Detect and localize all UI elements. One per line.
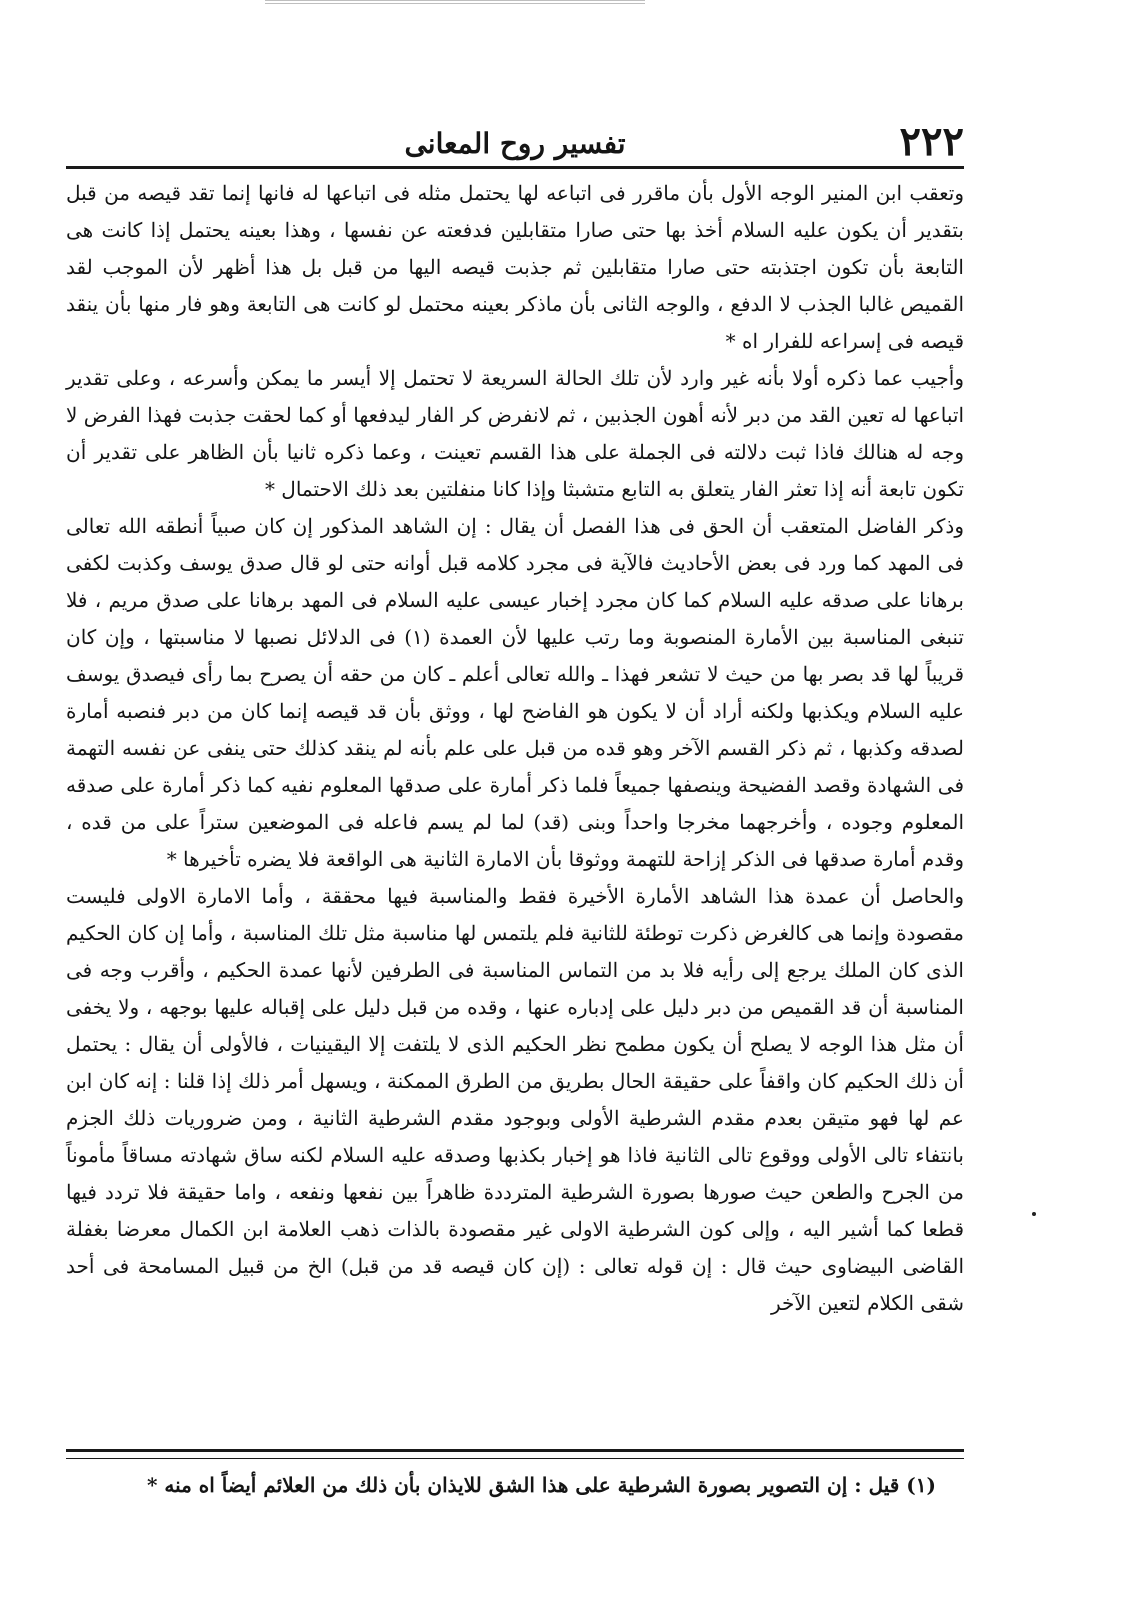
page-header bbox=[66, 120, 964, 169]
main-text bbox=[66, 175, 964, 1322]
page-number: ٢٢٢ bbox=[899, 118, 964, 165]
footnote: (١) قيل : إن التصوير بصورة الشرطية على هذا الشق للايذان بأن ذلك من العلائم أيضاً اه منه * bbox=[146, 1473, 936, 1497]
paragraph: والحاصل أن عمدة هذا الشاهد الأمارة الأخيرة فقط والمناسبة فيها محققة ، وأما الامارة الاولى فليست مقصودة وإنما هى كالغرض ذكرت توطئة للثانية فلم يلتمس لها مناسبة مثل تلك المناسبة ، وأما إن كان الحكيم الذى كان الملك يرجع إلى رأيه فلا بد من التماس المناسبة فى الطرفين لأنها عمدة الحكيم ، وأقرب وجه فى المناسبة أن قد القميص من دبر دليل على إدباره عنها ، وقده من قبل دليل على إقباله عليها بوجهه ، ولا يخفى أن مثل هذا الوجه لا يصلح أن يكون مطمح نظر الحكيم الذى لا يلتفت إلا اليقينيات ، فالأولى أن يقال : يحتمل أن ذلك الحكيم كان واقفاً على حقيقة الحال بطريق من الطرق الممكنة ، ويسهل أمر ذلك إذا قلنا : إنه كان ابن عم لها فهو متيقن بعدم مقدم الشرطية الأولى وبوجود مقدم الشرطية الثانية ، ومن ضروريات ذلك الجزم بانتفاء تالى الأولى ووقوع تالى الثانية فاذا هو إخبار بكذبها وصدقه عليه السلام لكنه ساق شهادته مساقاً مأموناً من الجرح والطعن حيث صورها بصورة الشرطية المترددة ظاهراً بين نفعها ونفعه ، واما حقيقة فلا تردد فيها قطعا كما أشير اليه ، وإلى كون الشرطية الاولى غير مقصودة بالذات ذهب العلامة ابن الكمال معرضا بغفلة القاضى البيضاوى حيث قال : إن قوله تعالى : (إن كان قيصه قد من قبل) الخ من قبيل المسامحة فى أحد شقى الكلام لتعين الآخر bbox=[66, 884, 965, 1315]
paragraph: وأجيب عما ذكره أولا بأنه غير وارد لأن تلك الحالة السريعة لا تحتمل إلا أيسر ما يمكن وأسرعه ، وعلى تقدير اتباعها له تعين القد من دبر لأنه أهون الجذبين ، ثم لانفرض كر الفار ليدفعها أو كما لحقت جذبت فهذا الفرض لا وجه له هنالك فاذا ثبت دلالته فى الجملة على هذا القسم تعينت ، وعما ذكره ثانيا بأن الظاهر على تقدير أن تكون تابعة أنه إذا تعثر الفار يتعلق به التابع متشبثا وإذا كانا منفلتين بعد ذلك الاحتمال * bbox=[66, 366, 964, 501]
paragraph: وتعقب ابن المنير الوجه الأول بأن ماقرر فى اتباعه لها يحتمل مثله فى اتباعها له فانها إنما تقد قيصه من قبل بتقدير أن يكون عليه السلام أخذ بها حتى صارا متقابلين فدفعته عن نفسها ، وهذا بعينه يحتمل إذا كانت هى التابعة بأن تكون اجتذبته حتى صارا متقابلين ثم جذبت قيصه اليها من قبل بل هذا أظهر لأن الموجب لقد القميص غالبا الجذب لا الدفع ، والوجه الثانى بأن ماذكر بعينه محتمل لو كانت هى التابعة وهو فار منها بأن ينقد قيصه فى إسراعه للفرار اه * bbox=[66, 181, 965, 353]
ink-speck bbox=[1032, 1212, 1036, 1216]
top-edge-rule bbox=[265, 0, 645, 4]
footnote-separator bbox=[66, 1449, 964, 1459]
paragraph: وذكر الفاضل المتعقب أن الحق فى هذا الفصل أن يقال : إن الشاهد المذكور إن كان صبياً أنطقه الله تعالى فى المهد كما ورد فى بعض الأحاديث فالآية فى مجرد كلامه قبل أوانه حتى لو قال صدق يوسف وكذبت لكفى برهانا على صدقه عليه السلام كما كان مجرد إخبار عيسى عليه السلام فى المهد برهانا على صدق مريم ، فلا تنبغى المناسبة بين الأمارة المنصوبة وما رتب عليها لأن العمدة (١) فى الدلائل نصبها لا مناسبتها ، وإن كان قريباً لها قد بصر بها من حيث لا تشعر فهذا ـ والله تعالى أعلم ـ كان من حقه أن يصرح بما رأى فيصدق يوسف عليه السلام ويكذبها ولكنه أراد أن لا يكون هو الفاضح لها ، ووثق بأن قد قيصه إنما كان من دبر فنصبه أمارة لصدقه وكذبها ، ثم ذكر القسم الآخر وهو قده من قبل على علم بأنه لم ينقد كذلك حتى ينفى عن نفسه التهمة فى الشهادة وقصد الفضيحة وينصفها جميعاً فلما ذكر أمارة على صدقها المعلوم نفيه كما ذكر أمارة على صدقه المعلوم وجوده ، وأخرجهما مخرجا واحداً وبنى (قد) لما لم يسم فاعله فى الموضعين ستراً على من قده ، وقدم أمارة صدقها فى الذكر إزاحة للتهمة ووثوقا بأن الامارة الثانية هى الواقعة فلا يضره تأخيرها * bbox=[66, 514, 965, 871]
running-title: تفسير روح المعانى bbox=[404, 127, 626, 160]
